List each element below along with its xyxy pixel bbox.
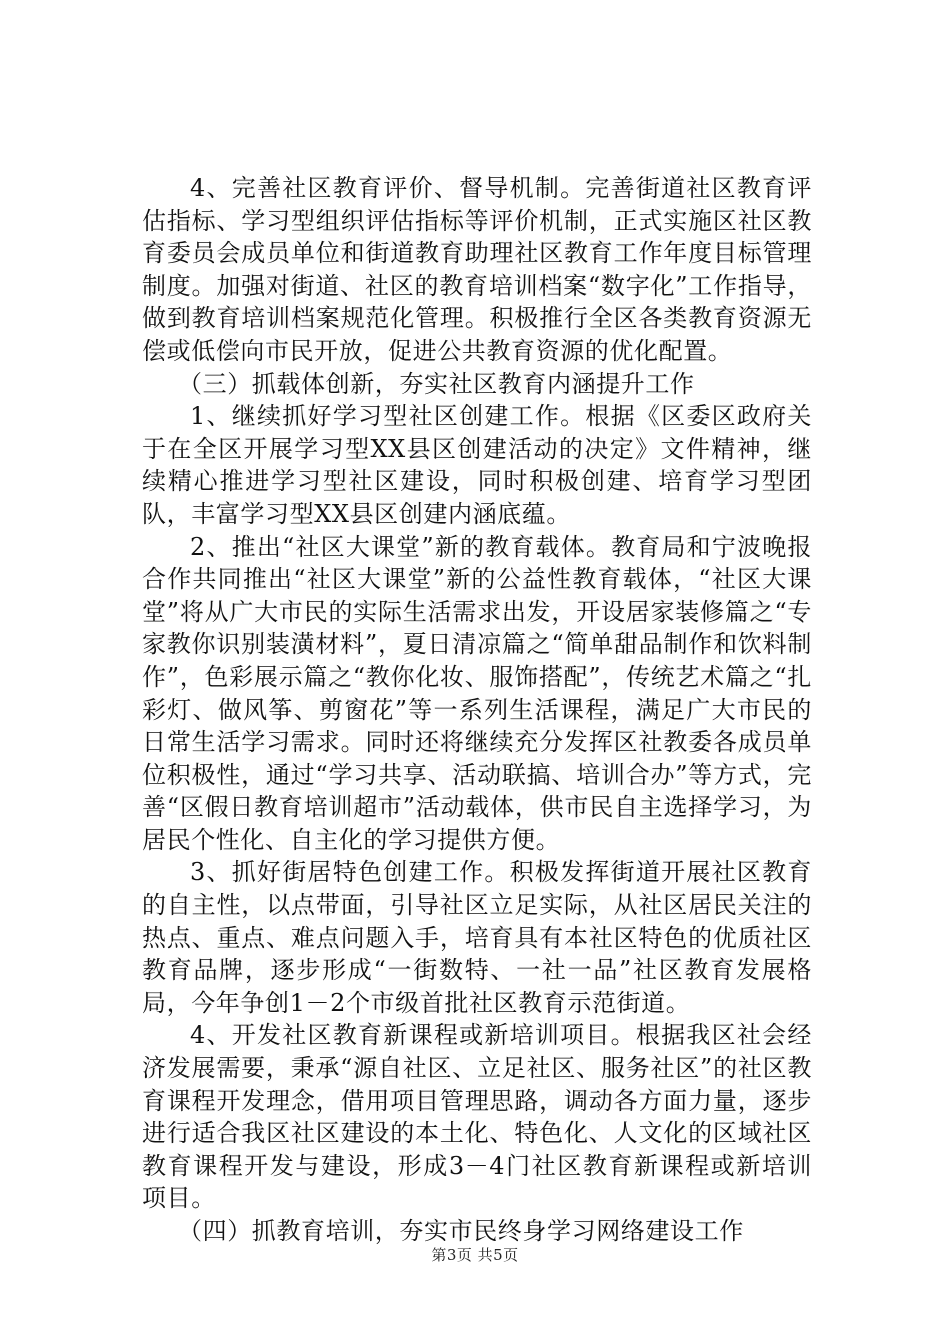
- section-heading-4: （四）抓教育培训，夯实市民终身学习网络建设工作: [178, 1217, 744, 1245]
- page-footer: 第3页 共5页: [431, 1246, 519, 1264]
- section-heading-3: （三）抓载体创新，夯实社区教育内涵提升工作: [178, 369, 695, 398]
- paragraph-learning-community: 1、继续抓好学习型社区创建工作。根据《区委区政府关于在全区开展学习型XX县区创建活动的决定》文件精神，继续精心推进学习型社区建设，同时积极创建、培育学习型团队，丰富学习型XX县区创建内涵底蕴。: [142, 402, 812, 528]
- document-body: [142, 172, 812, 1248]
- paragraph-street-features: 3、抓好街居特色创建工作。积极发挥街道开展社区教育的自主性，以点带面，引导社区立足实际，从社区居民关注的热点、重点、难点问题入手，培育具有本社区特色的优质社区教育品牌，逐步形成“一街数特、一社一品”社区教育发展格局，今年争创1－2个市级首批社区教育示范街道。: [142, 858, 812, 1017]
- paragraph-evaluation-mechanism: 4、完善社区教育评价、督导机制。完善街道社区教育评估指标、学习型组织评估指标等评价机制，正式实施区社区教育委员会成员单位和街道教育助理社区教育工作年度目标管理制度。加强对街道、社区的教育培训档案“数字化”工作指导，做到教育培训档案规范化管理。积极推行全区各类教育资源无偿或低偿向市民开放，促进公共教育资源的优化配置。: [142, 174, 812, 365]
- paragraph-new-courses: 4、开发社区教育新课程或新培训项目。根据我区社会经济发展需要，秉承“源自社区、立足社区、服务社区”的社区教育课程开发理念，借用项目管理思路，调动各方面力量，逐步进行适合我区社区建设的本土化、特色化、人文化的区域社区教育课程开发与建设，形成3－4门社区教育新课程或新培训项目。: [142, 1021, 812, 1213]
- paragraph-community-classroom: 2、推出“社区大课堂”新的教育载体。教育局和宁波晚报合作共同推出“社区大课堂”新的公益性教育载体，“社区大课堂”将从广大市民的实际生活需求出发，开设居家装修篇之“专家教你识别装潢材料”，夏日清凉篇之“简单甜品制作和饮料制作”，色彩展示篇之“教你化妆、服饰搭配”，传统艺术篇之“扎彩灯、做风筝、剪窗花”等一系列生活课程，满足广大市民的日常生活学习需求。同时还将继续充分发挥区社教委各成员单位积极性，通过“学习共享、活动联搞、培训合办”等方式，完善“区假日教育培训超市”活动载体，供市民自主选择学习，为居民个性化、自主化的学习提供方便。: [142, 532, 812, 854]
